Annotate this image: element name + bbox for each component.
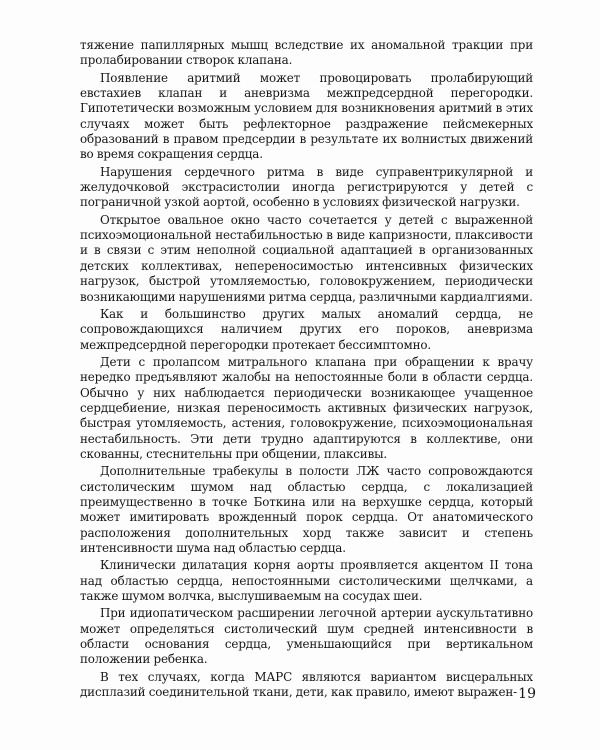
paragraph-4: Открытое овальное окно часто сочетается у детей с выраженной психоэмоциональной нестабильностью в виде капризности, плаксивости и в связи с этим неполной социальной адаптацией в организованных детских коллективах, непереносимостью интенсивных физических нагрузок, быстрой утомляемостью, головокружением, периодически возникающими нарушениями ритма сердца, различными кардиалгиями. xyxy=(80,212,533,304)
page-number: 19 xyxy=(518,686,536,702)
paragraph-7: Дополнительные трабекулы в полости ЛЖ часто сопровождаются систолическим шумом над областью сердца, с локализацией преимущественно в точке Боткина или на верхушке сердца, который может имитировать врожденный порок сердца. От анатомического расположения дополнительных хорд также зависит и степень интенсивности шума над областью сердца. xyxy=(80,464,533,555)
paragraph-6: Дети с пролапсом митрального клапана при обращении к врачу нередко предъявляют жалобы на непостоянные боли в области сердца. Обычно у них наблюдается периодически возникающее учащенное сердцебиение, низкая переносимость активных физических нагрузок, быстрая утомляемость, астения, головокружение, психоэмоциональная нестабильность. Эти дети трудно адаптируются в коллективе, они скованны, стеснительны при общении, плаксивы. xyxy=(80,354,533,461)
paragraph-8: Клинически дилатация корня аорты проявляется акцентом II тона над областью сердца, непостоянными систолическими щелчками, а также шумом волчка, выслушиваемым на сосудах шеи. xyxy=(80,558,533,604)
paragraph-10: В тех случаях, когда МАРС являются вариантом висцеральных дисплазий соединительной ткани, дети, как правило, имеют выражен- xyxy=(80,669,533,700)
body-text xyxy=(80,38,533,702)
paragraph-3: Нарушения сердечного ритма в виде суправентрикулярной и желудочковой экстрасистолии иногда регистрируются у детей с пограничной узкой аортой, особенно в условиях физической нагрузки. xyxy=(80,164,533,210)
paragraph-2: Появление аритмий может провоцировать пролабирующий евстахиев клапан и аневризма межпредсердной перегородки. Гипотетически возможным условием для возникновения аритмий в этих случаях может быть рефлекторное раздражение пейсмекерных образований в правом предсердии в результате их волнистых движений во время сокращения сердца. xyxy=(80,70,533,162)
paragraph-1: тяжение папиллярных мышц вследствие их аномальной тракции при пролабировании створок клапана. xyxy=(80,38,533,68)
paragraph-9: При идиопатическом расширении легочной артерии аускультативно может определяться систолический шум средней интенсивности в области основания сердца, уменьшающийся при вертикальном положении ребенка. xyxy=(80,606,533,667)
paragraph-5: Как и большинство других малых аномалий сердца, не сопровождающихся наличием других его пороков, аневризма межпредсердной перегородки протекает бессимптомно. xyxy=(80,306,533,352)
